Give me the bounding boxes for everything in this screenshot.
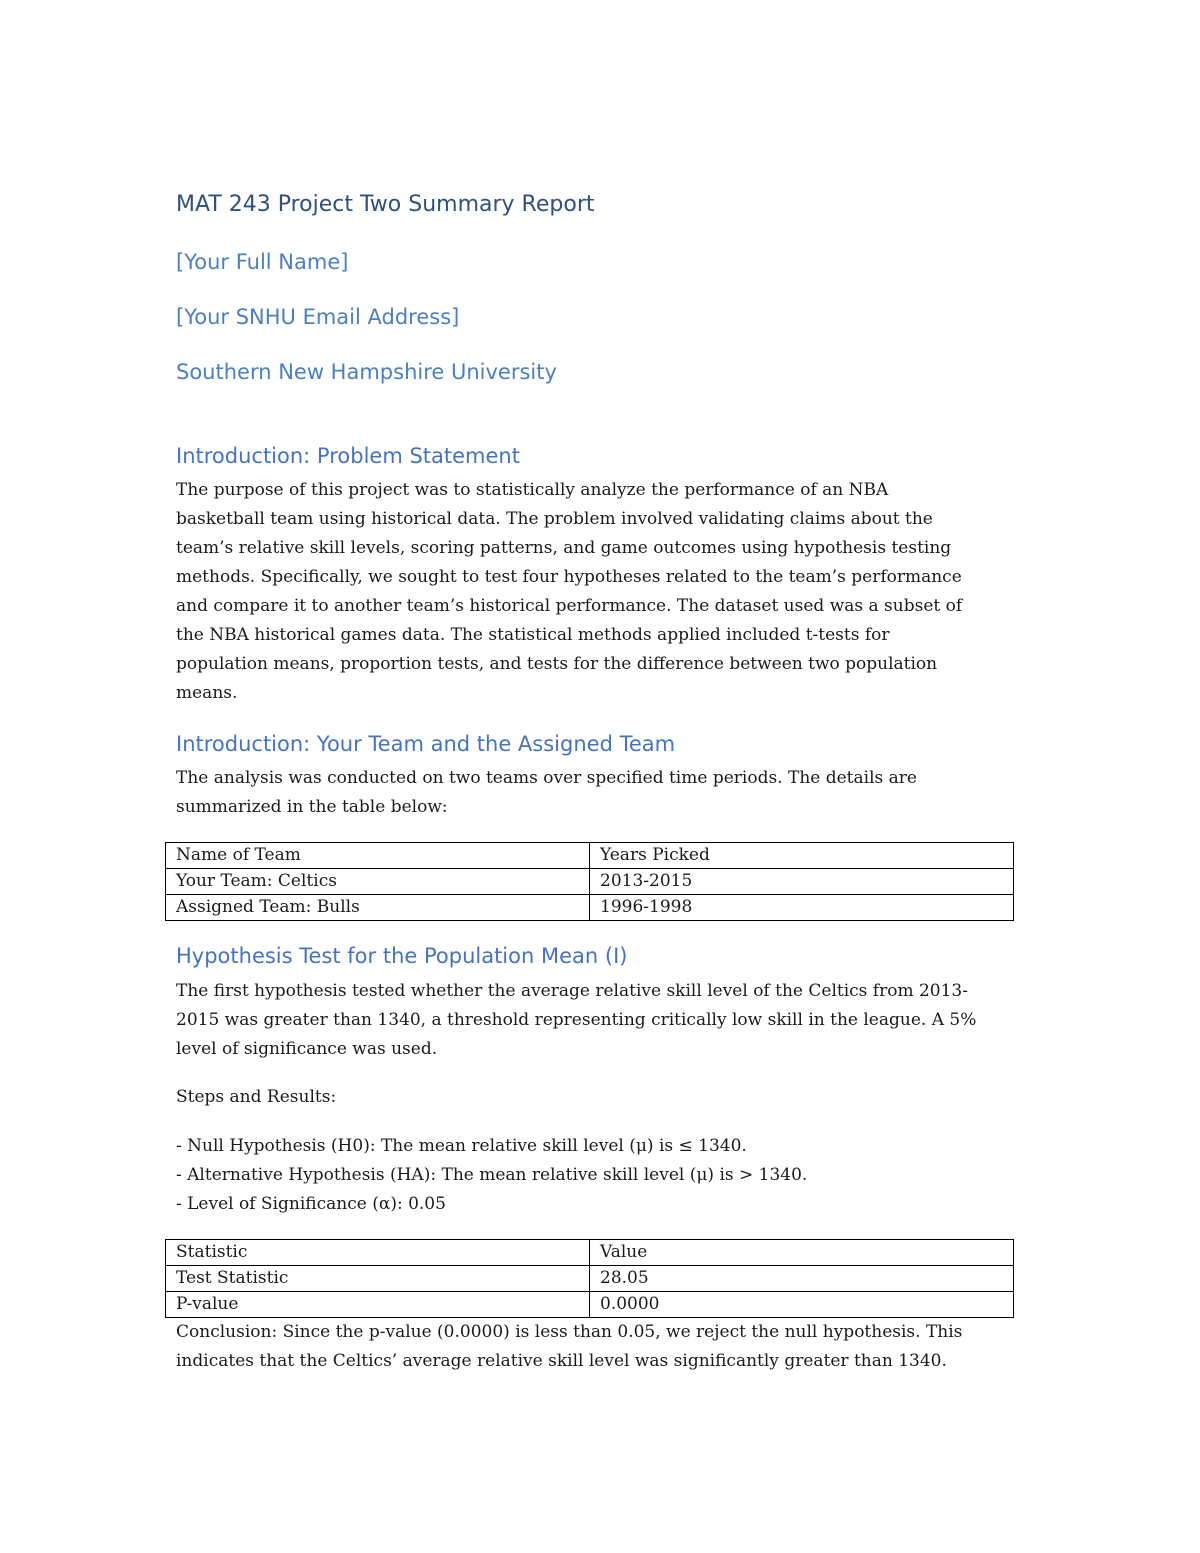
paragraph-line: The first hypothesis tested whether the average relative skill level of the Celtics from 2013- xyxy=(176,981,968,1001)
table-cell: 1996-1998 xyxy=(590,895,1014,921)
problem-statement-paragraph xyxy=(176,476,1026,708)
table-cell: 0.0000 xyxy=(590,1292,1014,1318)
table-cell: Value xyxy=(590,1240,1014,1266)
paragraph-line: the NBA historical games data. The statistical methods applied included t-tests for xyxy=(176,625,890,645)
paragraph-line: summarized in the table below: xyxy=(176,797,448,817)
table-cell: 28.05 xyxy=(590,1266,1014,1292)
paragraph-line: The analysis was conducted on two teams over specified time periods. The details are xyxy=(176,768,917,788)
paragraph-line: basketball team using historical data. The problem involved validating claims about the xyxy=(176,509,933,529)
paragraph-line: 2015 was greater than 1340, a threshold representing critically low skill in the league. A 5% xyxy=(176,1010,977,1030)
hypothesis-1-paragraph xyxy=(176,977,1026,1064)
table-row xyxy=(166,1266,1014,1292)
paragraph-line: level of significance was used. xyxy=(176,1039,438,1059)
statistics-table xyxy=(165,1239,1014,1318)
table-row xyxy=(166,1240,1014,1266)
paragraph-line: methods. Specifically, we sought to test four hypotheses related to the team’s performance xyxy=(176,567,962,587)
author-email: [Your SNHU Email Address] xyxy=(176,305,460,329)
table-cell: Name of Team xyxy=(166,843,590,869)
teams-paragraph xyxy=(176,764,1026,822)
steps-list xyxy=(176,1132,1026,1219)
paragraph-line: Conclusion: Since the p-value (0.0000) is less than 0.05, we reject the null hypothesis. This xyxy=(176,1322,963,1342)
report-title: MAT 243 Project Two Summary Report xyxy=(176,192,595,217)
table-row xyxy=(166,1292,1014,1318)
paragraph-line: and compare it to another team’s historical performance. The dataset used was a subset of xyxy=(176,596,963,616)
table-row xyxy=(166,869,1014,895)
paragraph-line: The purpose of this project was to statistically analyze the performance of an NBA xyxy=(176,480,889,500)
paragraph-line: team’s relative skill levels, scoring patterns, and game outcomes using hypothesis testing xyxy=(176,538,952,558)
list-item: - Alternative Hypothesis (HA): The mean relative skill level (μ) is > 1340. xyxy=(176,1165,808,1185)
paragraph-line: population means, proportion tests, and tests for the difference between two population xyxy=(176,654,938,674)
conclusion-paragraph xyxy=(176,1318,1026,1376)
table-cell: 2013-2015 xyxy=(590,869,1014,895)
table-cell: Assigned Team: Bulls xyxy=(166,895,590,921)
table-cell: P-value xyxy=(166,1292,590,1318)
heading-teams: Introduction: Your Team and the Assigned Team xyxy=(176,732,676,756)
table-cell: Test Statistic xyxy=(166,1266,590,1292)
university-name: Southern New Hampshire University xyxy=(176,360,557,384)
table-row xyxy=(166,843,1014,869)
table-cell: Years Picked xyxy=(590,843,1014,869)
paragraph-line: means. xyxy=(176,683,238,703)
paragraph-line: indicates that the Celtics’ average relative skill level was significantly greater than 1340. xyxy=(176,1351,947,1371)
list-item: - Null Hypothesis (H0): The mean relative skill level (μ) is ≤ 1340. xyxy=(176,1136,747,1156)
teams-table xyxy=(165,842,1014,921)
list-item: - Level of Significance (α): 0.05 xyxy=(176,1194,446,1214)
table-cell: Statistic xyxy=(166,1240,590,1266)
heading-hypothesis-1: Hypothesis Test for the Population Mean (I) xyxy=(176,944,628,968)
author-name: [Your Full Name] xyxy=(176,250,349,274)
table-cell: Your Team: Celtics xyxy=(166,869,590,895)
heading-problem-statement: Introduction: Problem Statement xyxy=(176,444,520,468)
table-row xyxy=(166,895,1014,921)
steps-label: Steps and Results: xyxy=(176,1087,337,1107)
